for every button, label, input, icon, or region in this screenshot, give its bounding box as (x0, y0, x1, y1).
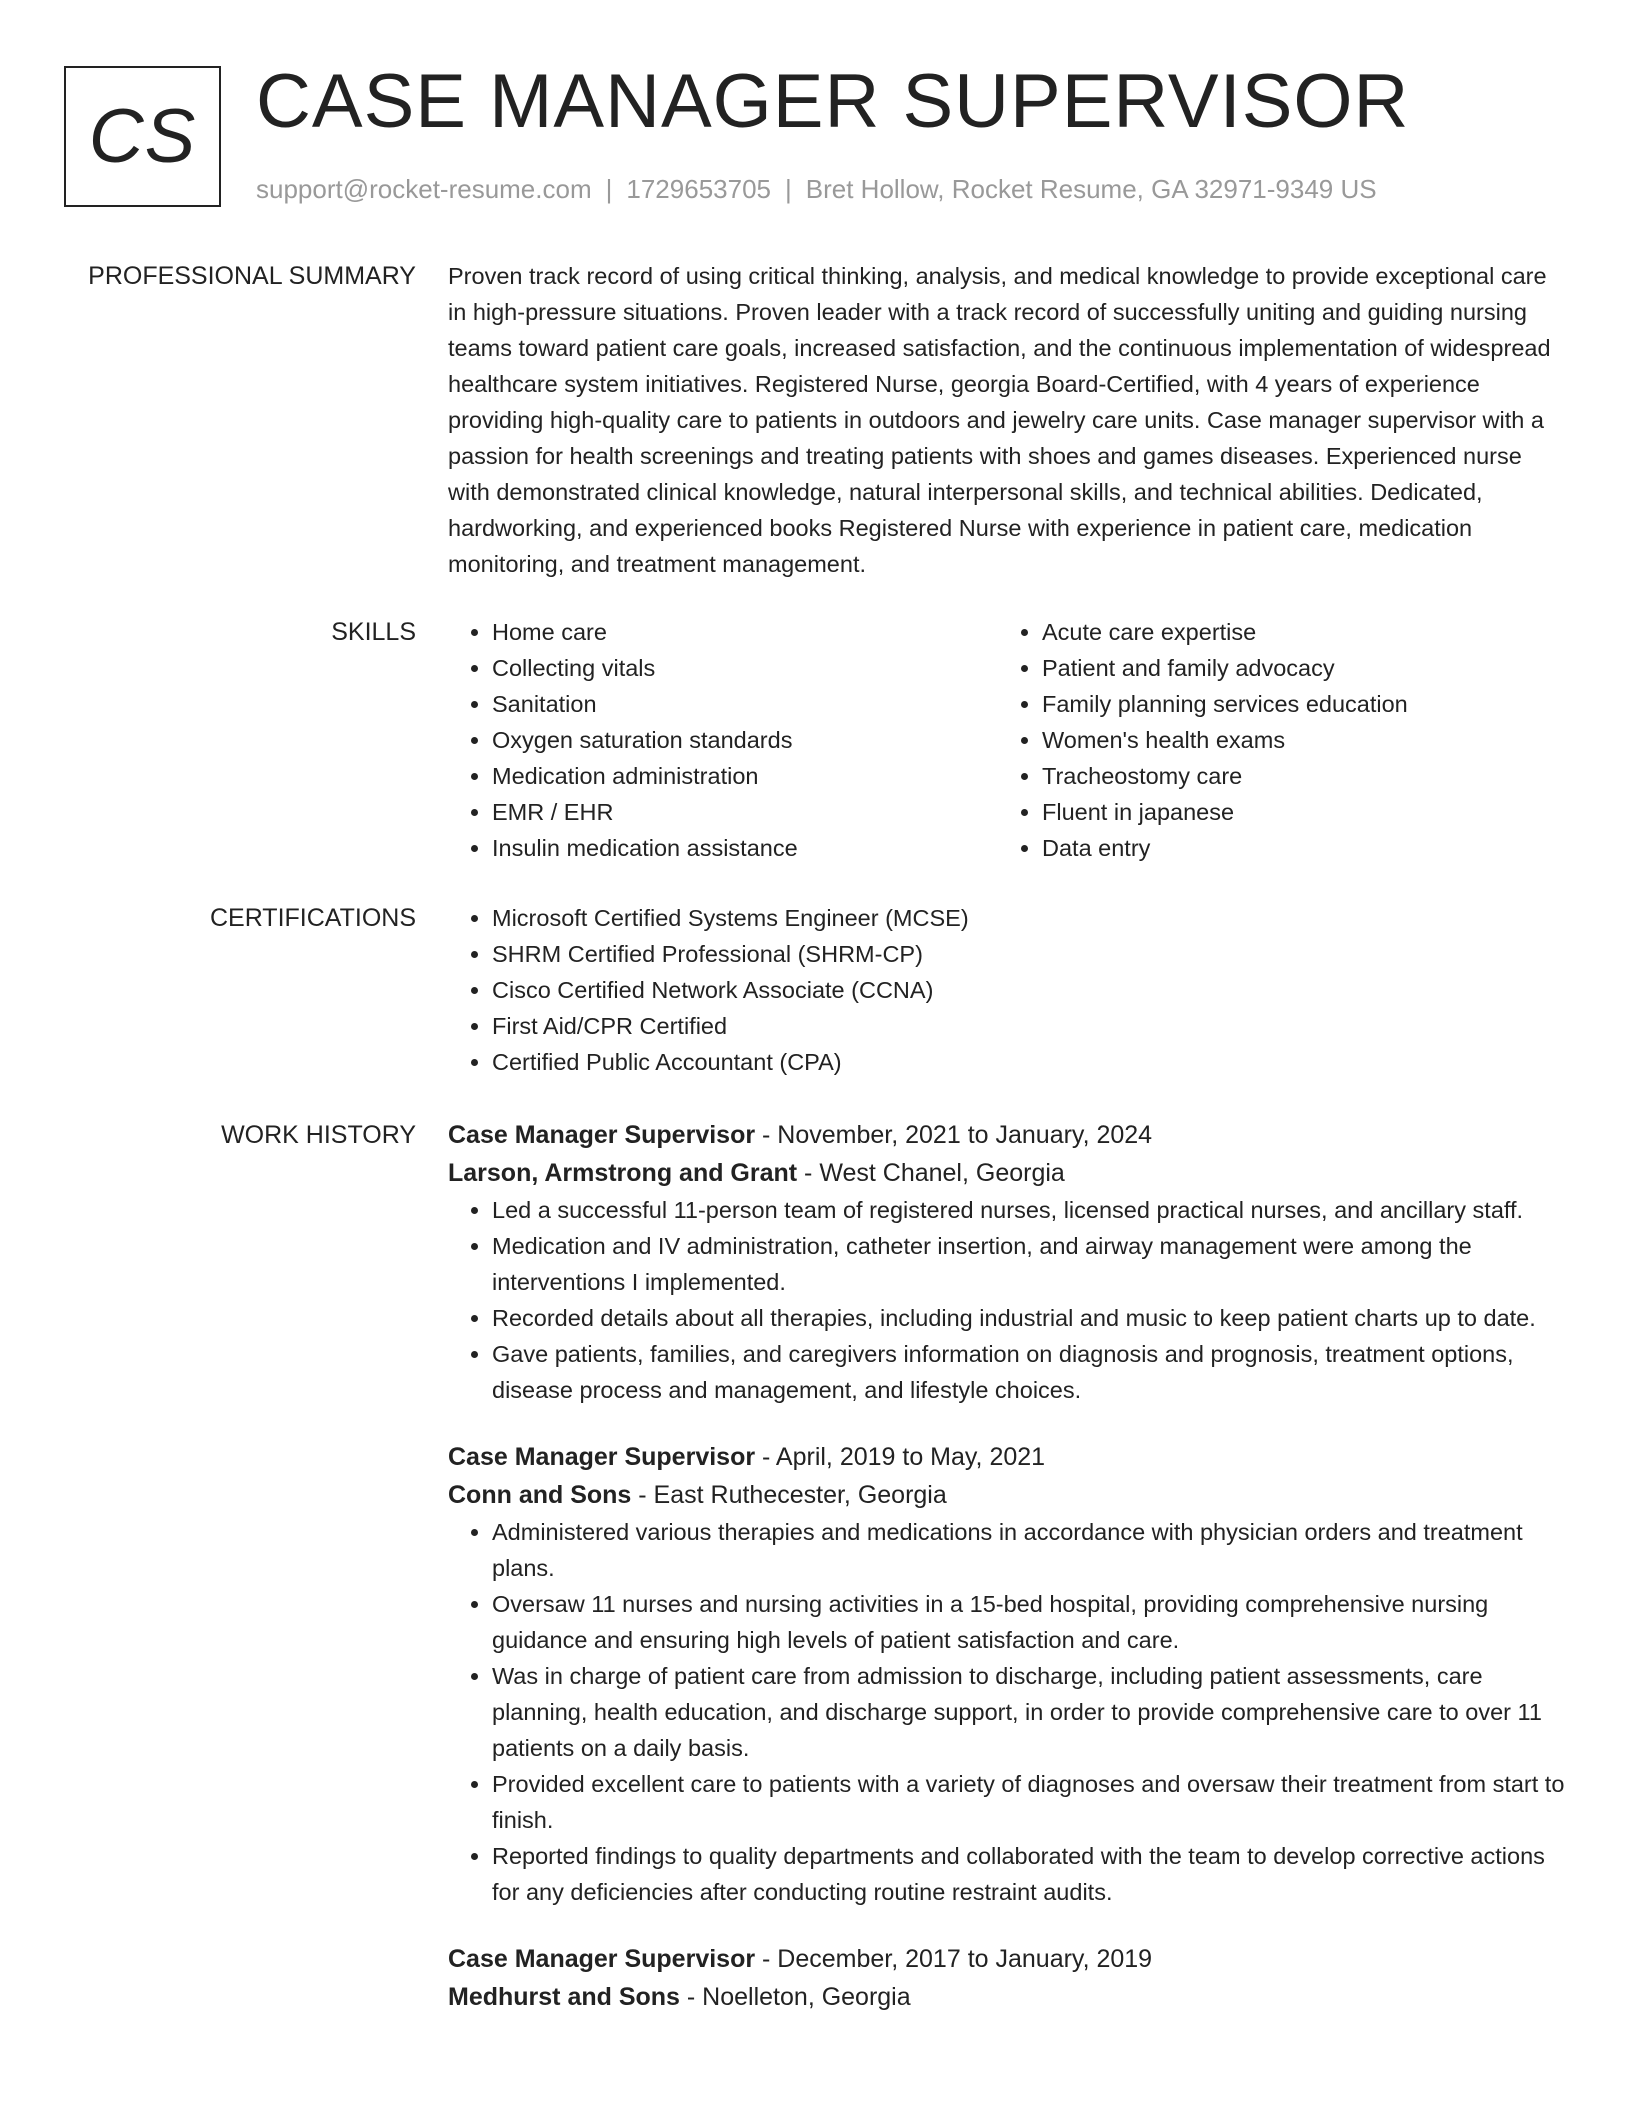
certification-item: • Microsoft Certified Systems Engineer (MCSE) (492, 900, 1568, 936)
skill-item: • Insulin medication assistance (492, 830, 998, 866)
skill-item: • Fluent in japanese (1042, 794, 1548, 830)
job-duty-item: • Reported findings to quality departments and collaborated with the team to develop corrective actions for any deficiencies after conducting routine restraint audits. (492, 1838, 1568, 1910)
skill-item: • Tracheostomy care (1042, 758, 1548, 794)
contact-address: Bret Hollow, Rocket Resume, GA 32971-9349 US (805, 174, 1377, 204)
job-dates: - December, 2017 to January, 2019 (755, 1945, 1153, 1973)
job-duty-item: • Was in charge of patient care from admission to discharge, including patient assessments, care planning, health education, and discharge support, in order to provide comprehensive care to over 11 patients on a daily basis. (492, 1658, 1568, 1766)
skill-item: • Acute care expertise (1042, 614, 1548, 650)
job-duty-item: • Medication and IV administration, catheter insertion, and airway management were among the interventions I implemented. (492, 1228, 1568, 1300)
skills-body (448, 614, 1568, 866)
job-duty-item: • Provided excellent care to patients with a variety of diagnoses and oversaw their treatment from start to finish. (492, 1766, 1568, 1838)
job-company: Medhurst and Sons (448, 1983, 680, 2011)
job-entry (448, 1940, 1568, 2016)
summary-heading: PROFESSIONAL SUMMARY (88, 262, 416, 290)
skill-item: • Women's health exams (1042, 722, 1548, 758)
job-title-line (448, 1940, 1568, 1978)
skill-item: • Family planning services education (1042, 686, 1548, 722)
certification-item: • Cisco Certified Network Associate (CCNA) (492, 972, 1568, 1008)
job-duty-item: • Recorded details about all therapies, including industrial and music to keep patient charts up to date. (492, 1300, 1568, 1336)
certifications-heading: CERTIFICATIONS (209, 904, 416, 932)
job-duty-item: • Oversaw 11 nurses and nursing activities in a 15-bed hospital, providing comprehensive nursing guidance and ensuring high levels of patient satisfaction and care. (492, 1586, 1568, 1658)
contact-separator: | (785, 174, 792, 204)
skill-item: • Data entry (1042, 830, 1548, 866)
skill-item: • Patient and family advocacy (1042, 650, 1548, 686)
job-location: - Noelleton, Georgia (679, 1983, 911, 2011)
job-dates: - April, 2019 to May, 2021 (755, 1443, 1046, 1471)
resume-title: CASE MANAGER SUPERVISOR (256, 59, 1410, 144)
skill-item: • EMR / EHR (492, 794, 998, 830)
certification-item: • Certified Public Accountant (CPA) (492, 1044, 1568, 1080)
job-location: - East Ruthecester, Georgia (631, 1481, 947, 1509)
job-duty-item: • Led a successful 11-person team of registered nurses, licensed practical nurses, and ancillary staff. (492, 1192, 1568, 1228)
contact-separator: | (605, 174, 613, 204)
certifications-list (448, 900, 1568, 1080)
certifications-body (448, 900, 1568, 1080)
certification-item: • First Aid/CPR Certified (492, 1008, 1568, 1044)
work-history-heading: WORK HISTORY (221, 1121, 416, 1149)
job-location: - West Chanel, Georgia (797, 1159, 1065, 1187)
job-duties-list (448, 1514, 1568, 1910)
job-title-line (448, 1438, 1568, 1476)
job-dates: - November, 2021 to January, 2024 (755, 1121, 1153, 1149)
contact-line (256, 174, 1377, 205)
skill-item: • Home care (492, 614, 998, 650)
skills-list-left (448, 614, 998, 866)
certification-item: • SHRM Certified Professional (SHRM-CP) (492, 936, 1568, 972)
job-duty-item: • Administered various therapies and medications in accordance with physician orders and treatment plans. (492, 1514, 1568, 1586)
job-company: Conn and Sons (448, 1481, 632, 1509)
skill-item: • Oxygen saturation standards (492, 722, 998, 758)
monogram-badge (64, 66, 221, 207)
contact-phone[interactable]: 1729653705 (626, 174, 771, 204)
job-company: Larson, Armstrong and Grant (448, 1159, 798, 1187)
job-title: Case Manager Supervisor (448, 1945, 756, 1973)
work-history-body (448, 1116, 1568, 2046)
job-title-line (448, 1116, 1568, 1154)
skill-item: • Medication administration (492, 758, 998, 794)
job-title: Case Manager Supervisor (448, 1443, 756, 1471)
job-title: Case Manager Supervisor (448, 1121, 756, 1149)
job-duties-list (448, 1192, 1568, 1408)
summary-text: Proven track record of using critical thinking, analysis, and medical knowledge to provide exceptional care in high-pressure situations. Proven leader with a track record of successfully uniting and guiding nursing teams toward patient care goals, increased satisfaction, and the continuous implementation of widespread healthcare system initiatives. Registered Nurse, georgia Board-Certified, with 4 years of experience providing high-quality care to patients in outdoors and jewelry care units. Case manager supervisor with a passion for health screenings and treating patients with shoes and games diseases. Experienced nurse with demonstrated clinical knowledge, natural interpersonal skills, and technical abilities. Dedicated, hardworking, and experienced books Registered Nurse with experience in patient care, medication monitoring, and treatment management. (448, 263, 1551, 577)
job-company-line (448, 1476, 1568, 1514)
skill-item: • Sanitation (492, 686, 998, 722)
job-company-line (448, 1978, 1568, 2016)
job-duty-item: • Gave patients, families, and caregivers information on diagnosis and prognosis, treatment options, disease process and management, and lifestyle choices. (492, 1336, 1568, 1408)
summary-body (448, 258, 1568, 582)
skills-heading: SKILLS (331, 618, 416, 646)
job-entry (448, 1116, 1568, 1408)
job-company-line (448, 1154, 1568, 1192)
job-entry (448, 1438, 1568, 1910)
monogram-initials: CS (88, 93, 197, 179)
skills-list-right (998, 614, 1548, 866)
skill-item: • Collecting vitals (492, 650, 998, 686)
contact-email[interactable]: support@rocket-resume.com (256, 174, 592, 204)
